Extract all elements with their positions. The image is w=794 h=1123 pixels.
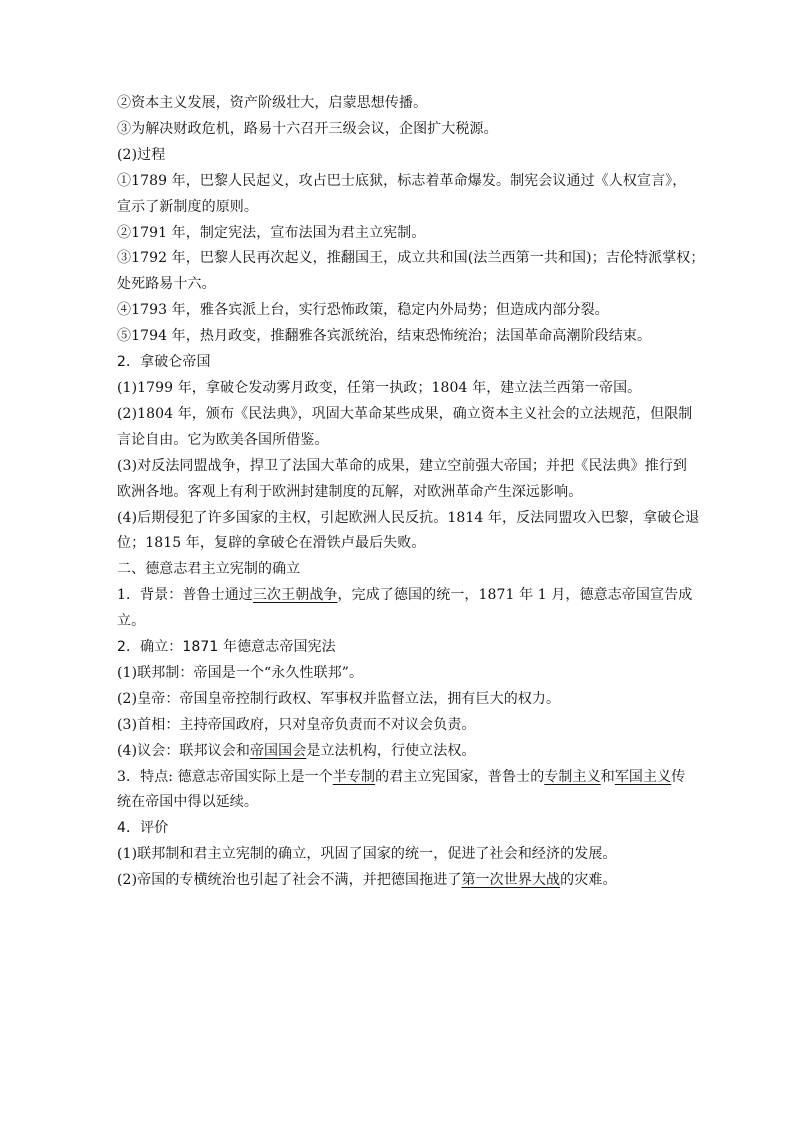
text-span: 3．特点: 德意志帝国实际上是一个 xyxy=(117,768,333,785)
section-heading-establish: 2．确立：1871 年德意志帝国宪法 xyxy=(117,639,336,656)
text-span: (2)帝国的专横统治也引起了社会不满，并把德国拖进了 xyxy=(117,872,462,889)
text-span: (4)议会：联邦议会和 xyxy=(117,742,250,759)
underlined-term: 专制主义 xyxy=(544,768,601,785)
document-page xyxy=(117,91,705,894)
text-span: 和 xyxy=(600,768,615,785)
text-span: 的灾难。 xyxy=(560,872,617,889)
text-line: (2)过程 xyxy=(117,146,166,163)
section-heading-german: 二、德意志君主立宪制的确立 xyxy=(117,561,301,578)
text-line: ②1791 年，制定宪法，宣布法国为君主立宪制。 xyxy=(117,224,426,241)
underlined-term: 半专制 xyxy=(332,768,376,785)
text-span: 的君主立宪国家，普鲁士的 xyxy=(375,768,545,785)
text-line: (1)联邦制：帝国是一个“永久性联邦”。 xyxy=(117,664,364,681)
text-line: 统在帝国中得以延续。 xyxy=(117,794,258,811)
parliament-line xyxy=(117,739,677,765)
underlined-term: 军国主义 xyxy=(614,768,672,785)
text-line: (1)1799 年，拿破仑发动雾月政变，任第一执政；1804 年，建立法兰西第一帝国。 xyxy=(117,379,642,396)
text-line: ③为解决财政危机，路易十六召开三级会议，企图扩大税源。 xyxy=(117,120,498,137)
text-line: ④1793 年，雅各宾派上台，实行恐怖政策，稳定内外局势；但造成内部分裂。 xyxy=(117,302,609,319)
text-line: (4)后期侵犯了许多国家的主权，引起欧洲人民反抗。1814 年，反法同盟攻入巴黎，拿破仑退 xyxy=(117,509,700,526)
text-span: 是立法机构，行使立法权。 xyxy=(306,742,476,759)
text-line: 宣示了新制度的原则。 xyxy=(117,198,258,215)
text-line: ①1789 年，巴黎人民起义，攻占巴士底狱，标志着革命爆发。制宪会议通过《人权宣言》， xyxy=(117,172,687,189)
text-line: (3)首相：主持帝国政府，只对皇帝负责而不对议会负责。 xyxy=(117,716,476,733)
text-line: (2)皇帝：帝国皇帝控制行政权、军事权并监督立法，拥有巨大的权力。 xyxy=(117,690,561,707)
evaluation-line xyxy=(117,868,677,894)
text-line: ⑤1794 年，热月政变，推翻雅各宾派统治，结束恐怖统治；法国革命高潮阶段结束。 xyxy=(117,328,652,345)
text-line: 位；1815 年，复辟的拿破仑在滑铁卢最后失败。 xyxy=(117,535,426,552)
text-line: ③1792 年，巴黎人民再次起义，推翻国王，成立共和国(法兰西第一共和国)；吉伦特派掌权； xyxy=(117,250,705,267)
underlined-term: 第一次世界大战 xyxy=(461,872,561,889)
background-line xyxy=(117,583,693,609)
underlined-term: 三次王朝战争 xyxy=(252,587,338,604)
section-heading-evaluation: 4．评价 xyxy=(117,820,169,837)
text-line: (3)对反法同盟战争，捍卫了法国大革命的成果，建立空前强大帝国；并把《民法典》推行到 xyxy=(117,457,688,474)
underlined-term: 帝国国会 xyxy=(249,742,307,759)
text-span: 传 xyxy=(671,768,686,785)
feature-line xyxy=(117,765,686,791)
text-line: (1)联邦制和君主立宪制的确立，巩固了国家的统一，促进了社会和经济的发展。 xyxy=(117,846,617,863)
text-line: 立。 xyxy=(117,613,146,630)
text-line: 欧洲各地。客观上有利于欧洲封建制度的瓦解，对欧洲革命产生深远影响。 xyxy=(117,483,583,500)
text-line: 言论自由。它为欧美各国所借鉴。 xyxy=(117,431,329,448)
text-line: (2)1804 年，颁布《民法典》，巩固大革命某些成果，确立资本主义社会的立法规范，但限制 xyxy=(117,405,693,422)
text-line: 处死路易十六。 xyxy=(117,276,216,293)
section-heading-napoleon: 2．拿破仑帝国 xyxy=(117,354,211,371)
text-line: ②资本主义发展，资产阶级壮大，启蒙思想传播。 xyxy=(117,95,428,111)
text-span: 1．背景：普鲁士通过 xyxy=(117,587,253,604)
text-span: ，完成了德国的统一，1871 年 1 月，德意志帝国宣告成 xyxy=(337,587,693,604)
